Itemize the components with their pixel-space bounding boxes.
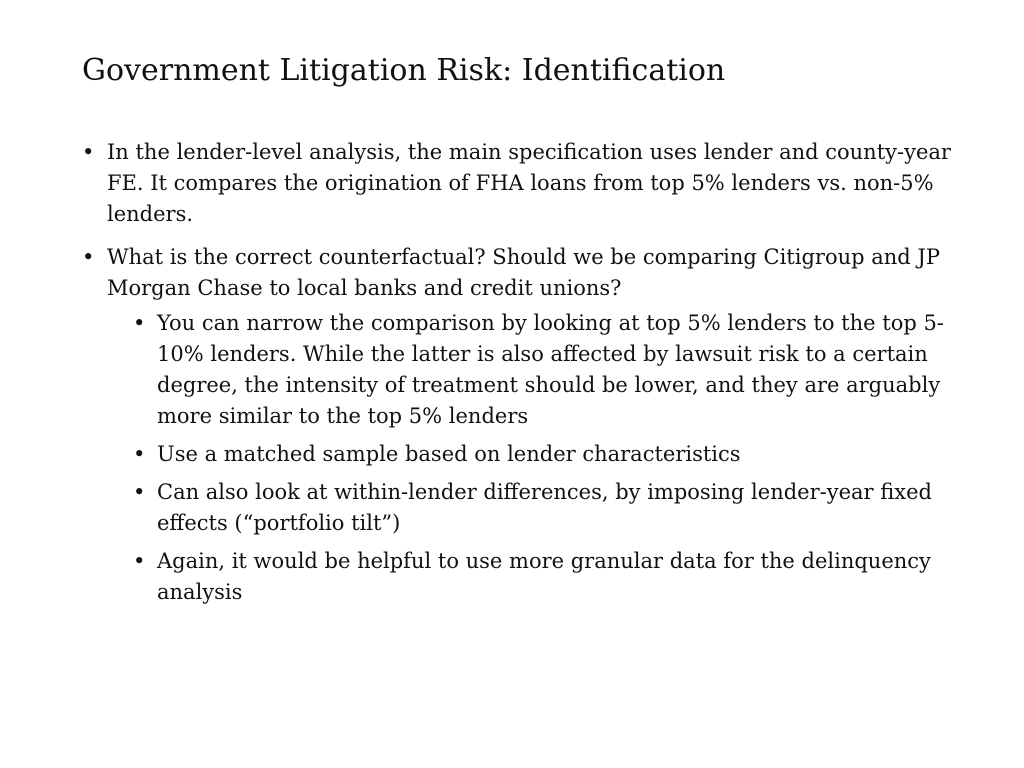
sub-bullet-list <box>107 308 962 608</box>
sub-bullet-item-granular-data <box>133 546 962 608</box>
bullet-dot-icon: • <box>133 442 146 466</box>
bullet-dot-icon: • <box>133 311 146 335</box>
bullet-dot-icon: • <box>133 549 146 573</box>
sub-bullet-text: Can also look at within-lender differences, by imposing lender-year fixed effects (“portfolio tilt”) <box>157 480 932 535</box>
sub-bullet-text: Use a matched sample based on lender characteristics <box>157 442 741 466</box>
bullet-item-counterfactual <box>82 242 962 608</box>
sub-bullet-item-narrow-comparison <box>133 308 962 432</box>
sub-bullet-item-matched-sample <box>133 439 962 470</box>
slide-title: Government Litigation Risk: Identification <box>82 53 726 88</box>
bullet-text: In the lender-level analysis, the main specification uses lender and county-year FE. It compares the origination of FHA loans from top 5% lenders vs. non-5% lenders. <box>107 140 951 226</box>
bullet-text: What is the correct counterfactual? Should we be comparing Citigroup and JP Morgan Chase to local banks and credit unions? <box>107 245 940 300</box>
bullet-dot-icon: • <box>133 480 146 504</box>
sub-bullet-text: Again, it would be helpful to use more granular data for the delinquency analysis <box>157 549 931 604</box>
sub-bullet-item-within-lender <box>133 477 962 539</box>
slide-body <box>82 137 962 620</box>
bullet-item-lender-level-analysis <box>82 137 962 230</box>
sub-bullet-text: You can narrow the comparison by looking at top 5% lenders to the top 5-10% lenders. While the latter is also affected by lawsuit risk to a certain degree, the intensity of treatment should be lower, and they are arguably more similar to the top 5% lenders <box>157 311 944 428</box>
bullet-dot-icon: • <box>82 245 95 269</box>
bullet-dot-icon: • <box>82 140 95 164</box>
bullet-list <box>82 137 962 608</box>
